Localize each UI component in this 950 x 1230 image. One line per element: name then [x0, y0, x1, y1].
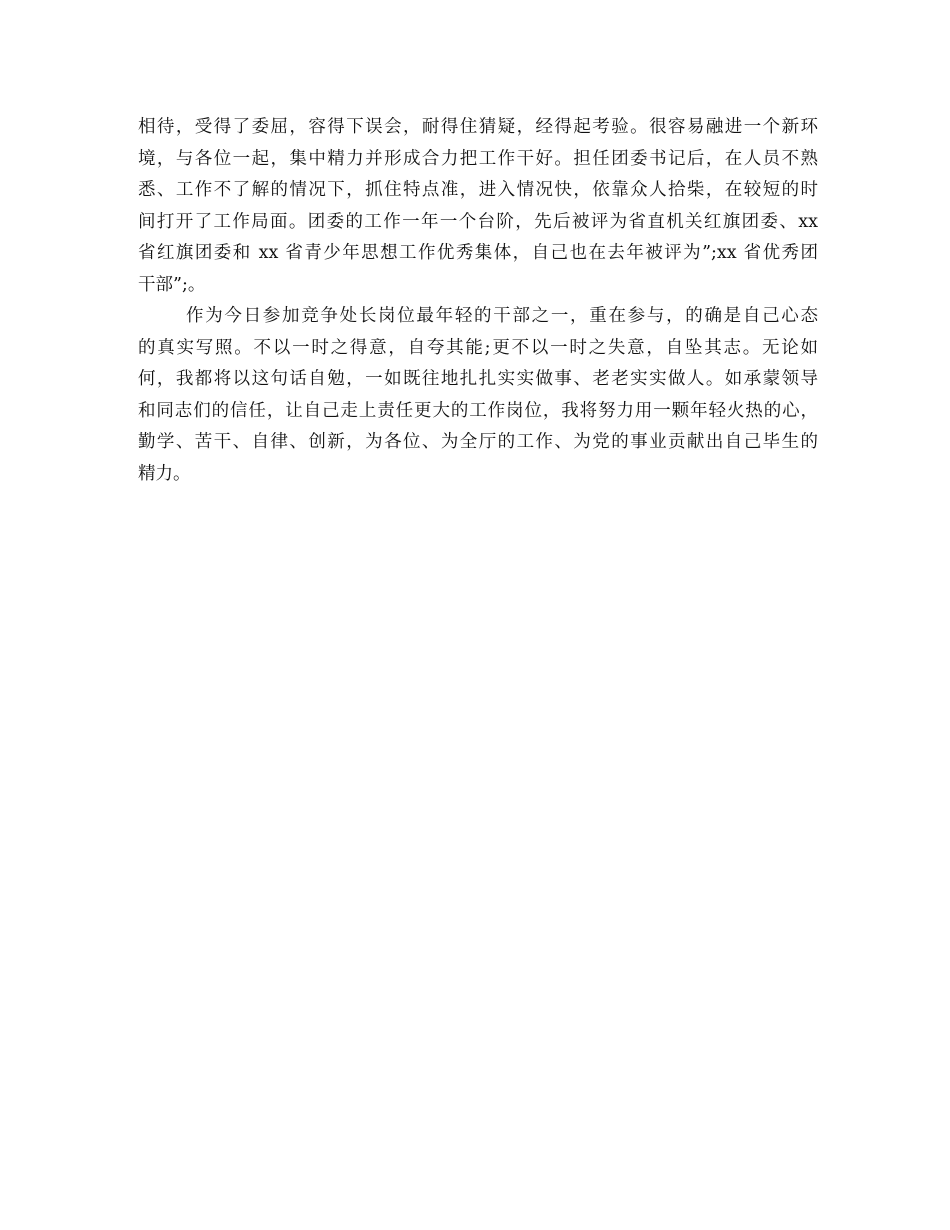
text-line: 干部”;。 [138, 274, 206, 295]
text-line: 相待，受得了委屈，容得下误会，耐得住猜疑，经得起考验。很容易融进一个新环 [138, 117, 818, 137]
paragraph [138, 301, 818, 490]
text-line: 勤学、苦干、自律、创新，为各位、为全厅的工作、为党的事业贡献出自己毕生的 [138, 432, 818, 452]
text-line: 何，我都将以这句话自勉，一如既往地扎扎实实做事、老老实实做人。如承蒙领导 [138, 369, 818, 389]
text-line: 的真实写照。不以一时之得意，自夸其能;更不以一时之失意，自坠其志。无论如 [138, 337, 818, 358]
text-line: 间打开了工作局面。团委的工作一年一个台阶，先后被评为省直机关红旗团委、xx [138, 211, 818, 232]
document-body [138, 112, 818, 490]
text-line: 悉、工作不了解的情况下，抓住特点准，进入情况快，依靠众人拾柴，在较短的时 [138, 180, 818, 200]
text-line: 省红旗团委和 xx 省青少年思想工作优秀集体，自己也在去年被评为”;xx 省优秀团 [138, 243, 818, 263]
paragraph [138, 112, 818, 301]
text-line: 和同志们的信任，让自己走上责任更大的工作岗位，我将努力用一颗年轻火热的心， [138, 400, 818, 421]
text-line: 作为今日参加竞争处长岗位最年轻的干部之一，重在参与，的确是自己心态 [186, 306, 818, 326]
text-line: 精力。 [138, 463, 191, 484]
text-line: 境，与各位一起，集中精力并形成合力把工作干好。担任团委书记后，在人员不熟 [138, 148, 818, 169]
